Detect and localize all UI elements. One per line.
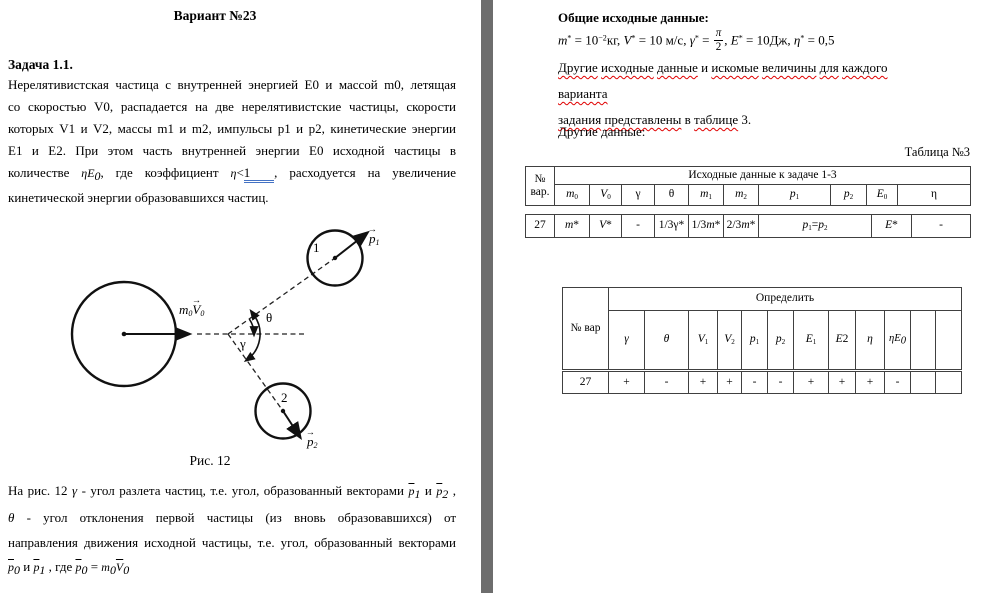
table-cell: + <box>794 372 829 394</box>
text-line: кинетической энергии образовавшихся частиц. <box>8 189 269 205</box>
table-cell: η <box>898 185 971 206</box>
label-theta: θ <box>266 310 273 325</box>
spellchecked-note <box>558 55 938 133</box>
p2-vector-arrow <box>283 411 300 437</box>
table-cell: - <box>645 372 689 394</box>
table-cell: E2 <box>829 311 856 370</box>
table-cell: V0 <box>590 185 622 206</box>
text-line: $\overline{p}0$ и $\overline{p}1$ , где $\overline{p}0 = m0\overline{V}0$ <box>8 559 130 578</box>
page-divider <box>481 0 493 593</box>
table3-header <box>525 166 971 206</box>
text-line: Другие исходные данные и искомые величины для каждого варианта <box>558 60 888 101</box>
text-line: Е1 и Е2. При этом часть внутренней энергии Е0 исходной частицы в <box>8 143 456 158</box>
table-cell <box>936 372 962 394</box>
table-cell: γ <box>609 311 645 370</box>
table-cell: 27 <box>526 215 555 238</box>
label-particle1-number: 1 <box>313 240 320 255</box>
other-data-label: Другие данные: <box>558 124 646 139</box>
text-line: θ - угол отклонения первой частицы (из вновь образовавшихся) от <box>8 510 456 526</box>
table-cell: - <box>768 372 794 394</box>
decay-diagram <box>0 212 420 455</box>
dashed-line-to-particle1 <box>228 258 335 334</box>
table-cell: - <box>885 372 911 394</box>
table-cell: E* <box>872 215 912 238</box>
table3-variant-row <box>525 214 971 238</box>
problem-statement-paragraph <box>8 74 456 209</box>
table-cell: m0 <box>555 185 590 206</box>
text-line: На рис. 12 γ - угол разлета частиц, т.е. угол, образованный векторами $\overline{p}1$ и $\overline{p}2$ , <box>8 483 456 501</box>
label-particle2-number: 2 <box>281 390 288 405</box>
table-cell: m* <box>555 215 590 238</box>
text-line: направления движения исходной частицы, т.е. угол, образованный векторами <box>8 534 456 550</box>
table-cell: ηE0 <box>885 311 911 370</box>
figure-caption: Рис. 12 <box>189 453 231 468</box>
table-cell <box>911 372 936 394</box>
label-m0v0: m0V →0 <box>179 302 204 318</box>
table-cell: + <box>718 372 742 394</box>
table-cell: № вар <box>563 288 609 370</box>
table-cell: θ <box>655 185 689 206</box>
table-cell: m2 <box>724 185 759 206</box>
table-cell: - <box>912 215 971 238</box>
table-cell: p2 <box>831 185 867 206</box>
table-cell: + <box>856 372 885 394</box>
table-cell: + <box>689 372 718 394</box>
underlined-one-field[interactable]: 1 <box>244 165 274 183</box>
page-right <box>493 0 1000 593</box>
table-cell <box>936 311 962 370</box>
table-cell: - <box>742 372 768 394</box>
text-line: Нерелятивистская частица с внутренней энергией Е0 и массой m0, летящая <box>8 77 456 92</box>
label-p2-vector: p →2 <box>307 434 318 450</box>
table-cell: 2/3m* <box>724 215 759 238</box>
table-cell: V* <box>590 215 622 238</box>
table-cell: E0 <box>867 185 898 206</box>
table-cell: p2 <box>768 311 794 370</box>
table3-caption: Таблица №3 <box>904 145 970 159</box>
table-cell: 27 <box>563 372 609 394</box>
table-cell: 1/3γ* <box>655 215 689 238</box>
text-line: которых V1 и V2, массы m1 и m2, импульсы p1 и p2, кинетические энергии <box>8 121 456 136</box>
determine-table-header <box>562 287 962 370</box>
table-cell: p1=p2 <box>759 215 872 238</box>
theta-angle-arc <box>249 319 254 334</box>
page-left <box>0 0 481 593</box>
label-gamma: γ <box>240 336 246 351</box>
gamma-angle-arc <box>247 315 260 360</box>
text-line: со скоростью V0, распадается на две нерелятивистские частицы, скорости <box>8 99 456 114</box>
table-cell: θ <box>645 311 689 370</box>
table-cell: V2 <box>718 311 742 370</box>
dashed-line-to-particle2 <box>228 334 283 411</box>
table-cell: + <box>829 372 856 394</box>
table-cell <box>911 311 936 370</box>
table-cell: Определить <box>609 288 962 311</box>
common-data-formula: $m^* = 10^{-2}кг$, V* = 10 м/с, γ* = $\frac{\pi}{2}$ , E* = 10Дж, η* = 0,5 <box>558 27 835 54</box>
table-cell: V1 <box>689 311 718 370</box>
table-cell: № вар. <box>526 167 555 206</box>
text-line: количестве ηЕ0, где коэффициент η<1 , расходуется на увеличение <box>8 165 457 183</box>
table-cell: p1 <box>759 185 831 206</box>
table-cell: E1 <box>794 311 829 370</box>
common-data-heading: Общие исходные данные: <box>558 10 709 25</box>
table-cell: - <box>622 215 655 238</box>
figure-explanation-paragraph <box>8 479 456 583</box>
table-cell: γ <box>622 185 655 206</box>
table-cell: + <box>609 372 645 394</box>
variant-title: Вариант №23 <box>173 8 257 23</box>
task-heading: Задача 1.1. <box>8 57 73 72</box>
table-cell: m1 <box>689 185 724 206</box>
label-p1-vector: p →1 <box>369 231 380 247</box>
table-cell: η <box>856 311 885 370</box>
table-cell: p1 <box>742 311 768 370</box>
text-line: задания представлены в таблице 3. <box>558 112 752 127</box>
table-cell: 1/3m* <box>689 215 724 238</box>
determine-table-variant-row <box>562 371 962 394</box>
table-cell: Исходные данные к задаче 1-3 <box>555 167 971 185</box>
